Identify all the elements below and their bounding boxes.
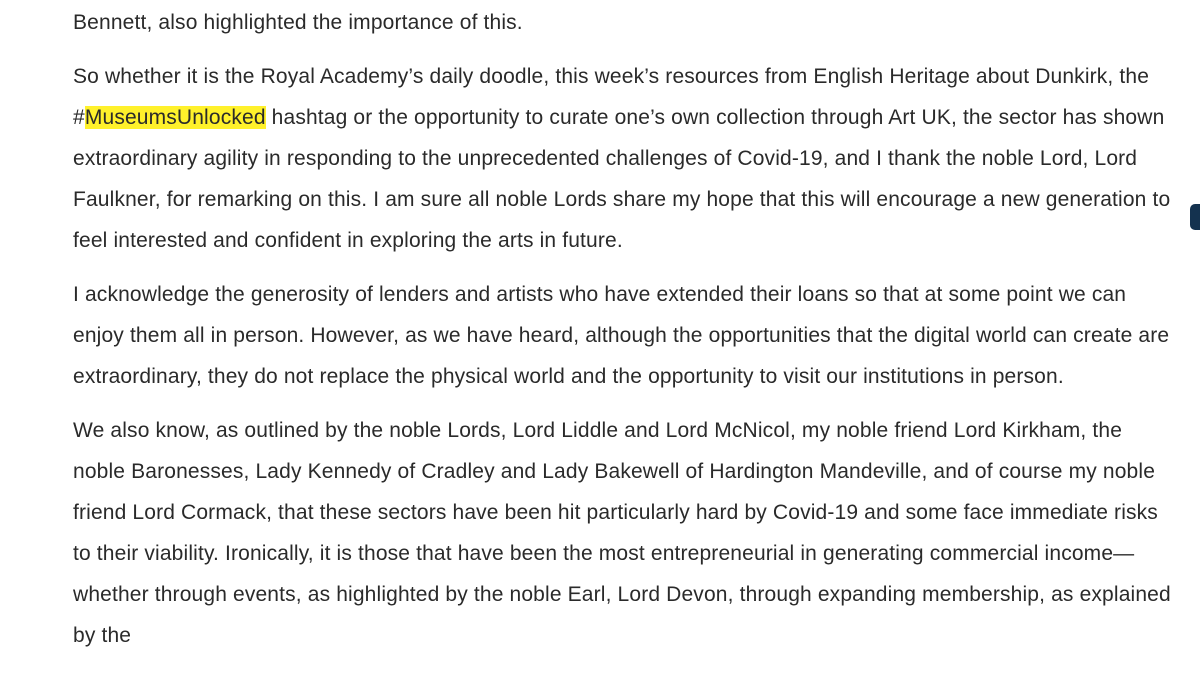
speech-text: [73, 0, 1173, 669]
paragraph-2: [73, 56, 1173, 261]
edge-tab-handle[interactable]: [1190, 204, 1200, 230]
paragraph-4-text: We also know, as outlined by the noble Lords, Lord Liddle and Lord McNicol, my noble friend Lord Kirkham, the noble Baronesses, Lady Kennedy of Cradley and Lady Bakewell of Hardington Mandeville, and of course my noble friend Lord Cormack, that these sectors have been hit particularly hard by Covid-19 and some face immediate risks to their viability. Ironically, it is those that have been the most entrepreneurial in generating commercial income—whether through events, as highlighted by the noble Earl, Lord Devon, through expanding membership, as explained by the: [73, 419, 1171, 647]
paragraph-2-text-start: So whether it is the Royal Academy’s daily doodle, this week’s resources from English Heritage about Dunkirk, the #: [73, 65, 1150, 129]
paragraph-4: [73, 410, 1173, 656]
paragraph-3: [73, 274, 1173, 397]
paragraph-3-text: I acknowledge the generosity of lenders and artists who have extended their loans so that at some point we can enjoy them all in person. However, as we have heard, although the opportunities that the digital world can create are extraordinary, they do not replace the physical world and the opportunity to visit our institutions in person.: [73, 283, 1170, 388]
paragraph-1-text: Bennett, also highlighted the importance of this.: [73, 11, 523, 34]
paragraph-1: [73, 0, 1173, 43]
hashtag-highlight: MuseumsUnlocked: [84, 106, 266, 129]
paragraph-2-text-end: hashtag or the opportunity to curate one’s own collection through Art UK, the sector has shown extraordinary agility in responding to the unprecedented challenges of Covid-19, and I thank the noble Lord, Lord Faulkner, for remarking on this. I am sure all noble Lords share my hope that this will encourage a new generation to feel interested and confident in exploring the arts in future.: [73, 106, 1171, 252]
